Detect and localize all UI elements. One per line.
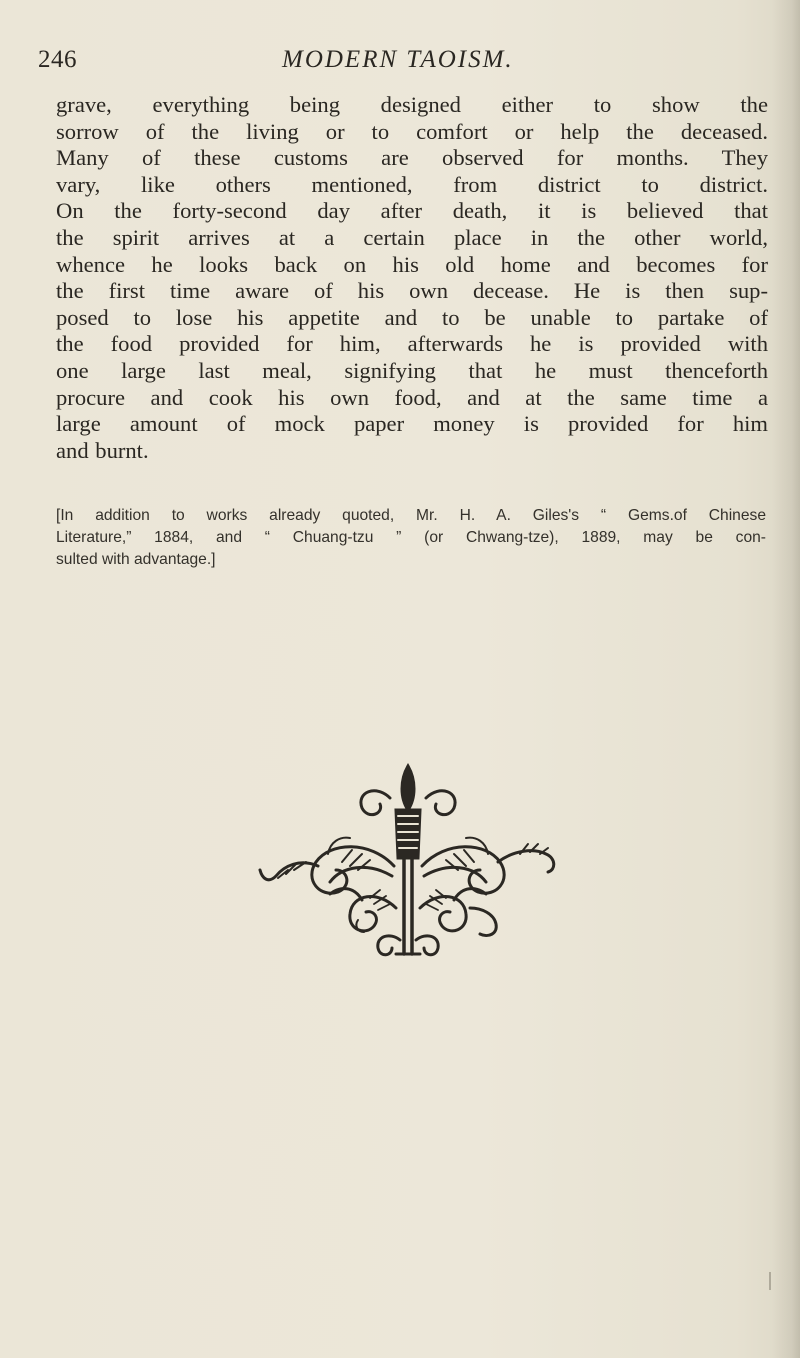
body-line: one large last meal, signifying that he must thenceforth [56, 357, 768, 383]
footnote-line: Literature,” 1884, and “ Chuang-tzu ” (or Chwang-tze), 1889, may be con- [56, 529, 766, 546]
body-paragraph [56, 92, 768, 464]
body-line: the food provided for him, afterwards he is provided with [56, 331, 768, 357]
body-line: whence he looks back on his old home and becomes for [56, 251, 768, 277]
running-title: MODERN TAOISM. [282, 46, 514, 73]
body-line: large amount of mock paper money is provided for him [56, 411, 768, 437]
paper-mark [769, 1272, 771, 1290]
floral-scroll-tailpiece-icon [258, 758, 558, 964]
body-line: the first time aware of his own decease. He is then sup- [56, 278, 768, 304]
body-line: and burnt. [56, 437, 149, 463]
body-line: grave, everything being designed either to show the [56, 92, 768, 117]
body-line: Many of these customs are observed for months. They [56, 145, 768, 171]
body-line: vary, like others mentioned, from district to district. [56, 171, 768, 197]
footnote [56, 505, 766, 571]
body-line: sorrow of the living or to comfort or help the deceased. [56, 118, 768, 144]
body-line: procure and cook his own food, and at the same time a [56, 384, 768, 410]
body-line: the spirit arrives at a certain place in the other world, [56, 224, 768, 250]
body-line: posed to lose his appetite and to be unable to partake of [56, 304, 768, 330]
footnote-line: [In addition to works already quoted, Mr. H. A. Giles's “ Gems.of Chinese [56, 507, 766, 524]
page-edge-shadow [772, 0, 800, 1358]
page-number: 246 [38, 46, 77, 73]
footnote-line: sulted with advantage.] [56, 551, 216, 568]
body-line: On the forty-second day after death, it is believed that [56, 198, 768, 224]
page-header [38, 46, 758, 86]
